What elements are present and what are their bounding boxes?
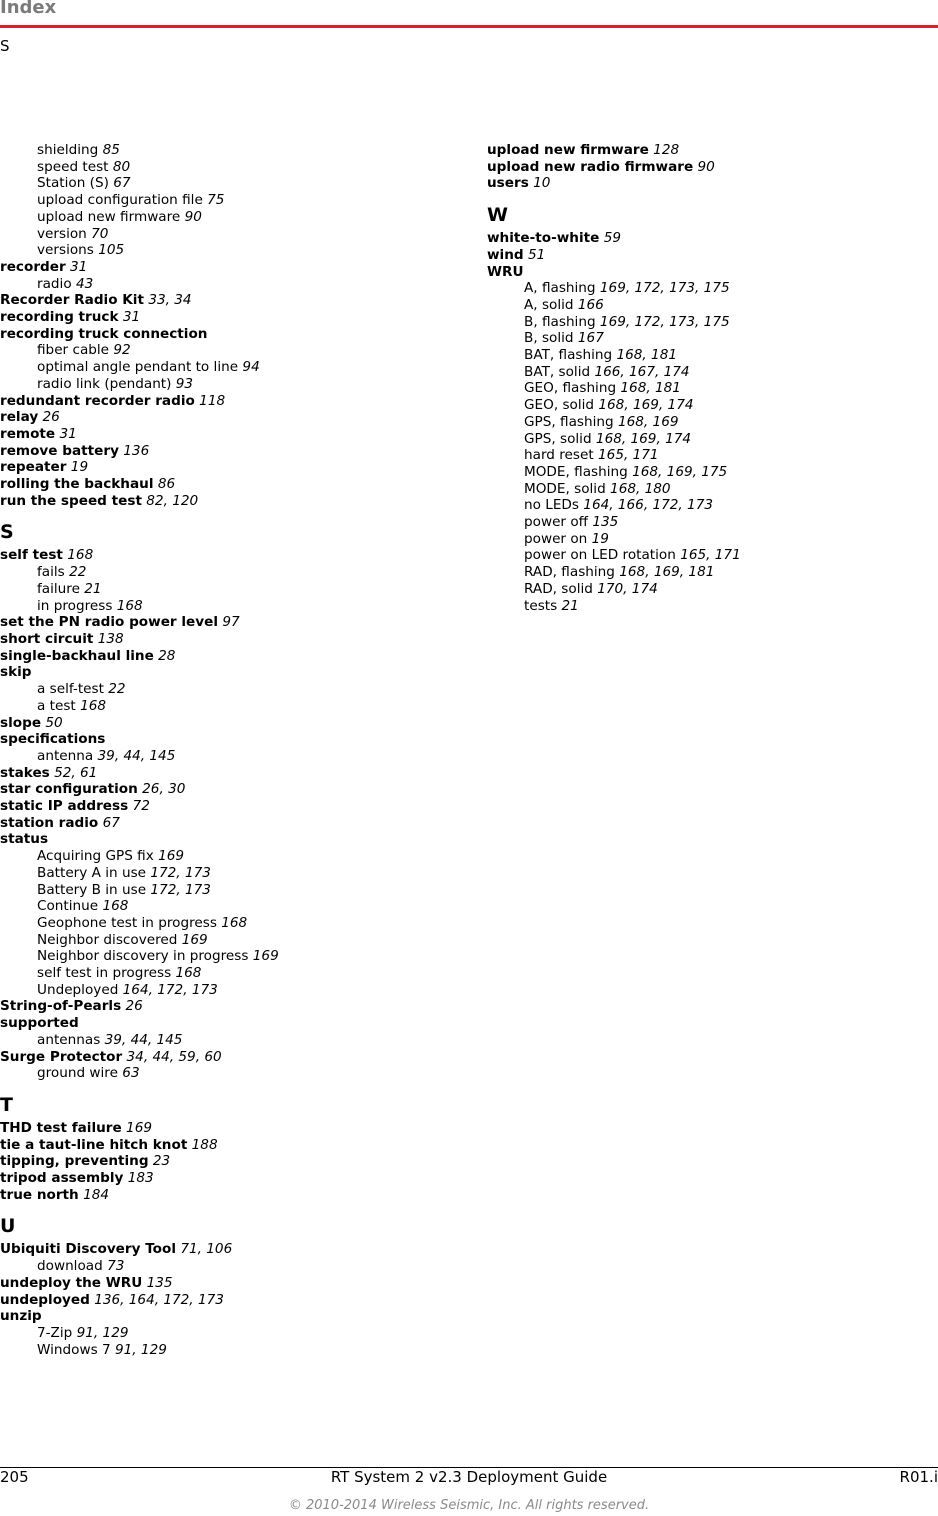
index-entry <box>0 731 440 748</box>
index-entry <box>0 631 440 648</box>
copyright-notice: © 2010-2014 Wireless Seismic, Inc. All rights reserved. <box>288 1498 650 1513</box>
index-page-refs[interactable]: 70 <box>91 225 109 242</box>
index-term: undeployed <box>0 1291 90 1308</box>
index-term: power on <box>524 530 588 547</box>
index-page-refs[interactable]: 165, 171 <box>598 447 659 464</box>
index-term: Ubiquiti Discovery Tool <box>0 1241 177 1258</box>
index-subentry <box>0 681 440 698</box>
index-page-refs[interactable]: 23 <box>152 1153 171 1170</box>
index-entry <box>0 547 440 564</box>
index-term: slope <box>0 714 42 731</box>
index-term: recording truck <box>0 309 119 326</box>
index-page-refs[interactable]: 168, 181 <box>620 380 681 397</box>
index-page-refs[interactable]: 10 <box>533 175 551 192</box>
index-entry <box>0 664 440 681</box>
index-page-refs[interactable]: 118 <box>199 392 226 409</box>
index-subentry <box>0 209 440 226</box>
index-page-refs[interactable]: 164, 172, 173 <box>122 981 218 998</box>
index-term: Neighbor discovery in progress <box>37 948 249 965</box>
index-page-refs[interactable]: 172, 173 <box>150 864 211 881</box>
index-page-refs[interactable]: 31 <box>70 258 88 275</box>
index-term: antennas <box>37 1031 101 1048</box>
index-subentry <box>487 347 937 364</box>
index-subentry <box>0 342 440 359</box>
index-subentry <box>0 882 440 899</box>
index-page-refs[interactable]: 167 <box>577 330 604 347</box>
index-term: wind <box>487 246 524 263</box>
index-subentry <box>0 226 440 243</box>
index-subentry <box>0 376 440 393</box>
index-page-refs[interactable]: 135 <box>592 514 619 531</box>
index-subentry <box>487 314 937 331</box>
index-page-refs[interactable]: 136 <box>123 442 150 459</box>
index-page-refs[interactable]: 31 <box>122 309 141 326</box>
index-page-refs[interactable]: 28 <box>158 647 176 664</box>
index-page-refs[interactable]: 50 <box>45 714 63 731</box>
index-subentry <box>487 564 937 581</box>
index-page-refs[interactable]: 168, 169, 174 <box>598 397 694 414</box>
index-page-refs[interactable]: 34, 44, 59, 60 <box>126 1048 222 1065</box>
index-entry <box>0 1241 440 1258</box>
index-page-refs[interactable]: 80 <box>112 158 131 175</box>
index-term: GEO, solid <box>524 397 595 414</box>
index-term: unzip <box>0 1308 42 1325</box>
index-entry <box>0 1137 440 1154</box>
index-page-refs[interactable]: 19 <box>70 459 89 476</box>
index-subentry <box>0 748 440 765</box>
index-page-refs[interactable]: 168 <box>80 697 107 714</box>
index-term: shielding <box>37 142 99 158</box>
index-subentry <box>487 581 937 598</box>
index-term: status <box>0 831 49 848</box>
index-entry <box>0 1170 440 1187</box>
index-page-refs[interactable]: 22 <box>69 564 87 581</box>
index-subentry <box>0 915 440 932</box>
index-page-refs[interactable]: 86 <box>157 476 176 493</box>
index-page-refs[interactable]: 63 <box>122 1065 140 1082</box>
index-subentry <box>487 280 937 297</box>
index-page-refs[interactable]: 168 <box>175 965 202 982</box>
index-subentry <box>0 581 440 598</box>
index-term: fiber cable <box>37 342 110 359</box>
index-term: set the PN radio power level <box>0 614 218 631</box>
index-term: ground wire <box>37 1065 118 1082</box>
index-entry <box>0 815 440 832</box>
index-term: MODE, flashing <box>524 463 628 480</box>
index-letter-heading: S <box>0 521 14 544</box>
index-term: Windows 7 <box>37 1341 111 1358</box>
index-term: self test <box>0 547 63 564</box>
index-term: BAT, flashing <box>524 347 613 364</box>
index-subentry <box>487 497 937 514</box>
index-subentry <box>487 514 937 531</box>
index-term: 7-Zip <box>37 1325 73 1341</box>
index-term: B, flashing <box>524 313 596 330</box>
index-term: skip <box>0 664 32 681</box>
index-subentry <box>0 1342 440 1359</box>
index-subentry <box>0 142 440 159</box>
index-page-refs[interactable]: 39, 44, 145 <box>104 1031 183 1048</box>
index-entry <box>0 1153 440 1170</box>
index-term: a self-test <box>37 681 104 698</box>
index-term: a test <box>37 697 76 714</box>
index-entry <box>487 159 937 176</box>
index-page-refs[interactable]: 166, 167, 174 <box>594 363 690 380</box>
index-page-refs[interactable]: 91, 129 <box>76 1325 129 1341</box>
index-subentry <box>0 848 440 865</box>
index-term: run the speed test <box>0 492 142 509</box>
index-term: hard reset <box>524 447 594 464</box>
index-page-refs[interactable]: 90 <box>697 158 715 175</box>
index-term: versions <box>37 242 94 259</box>
index-subentry <box>487 547 937 564</box>
index-entry <box>487 247 937 264</box>
index-term: GPS, flashing <box>524 413 614 430</box>
index-entry <box>0 326 440 343</box>
index-page-refs[interactable]: 94 <box>242 359 260 376</box>
index-entry <box>0 393 440 410</box>
index-term: upload configuration file <box>37 192 203 209</box>
index-term: single-backhaul line <box>0 647 154 664</box>
index-page-refs[interactable]: 19 <box>591 530 609 547</box>
index-subentry <box>487 431 937 448</box>
index-subentry <box>0 359 440 376</box>
index-subentry <box>487 531 937 548</box>
index-entry <box>0 409 440 426</box>
index-page-refs[interactable]: 164, 166, 172, 173 <box>583 497 714 514</box>
index-page-refs[interactable]: 169, 172, 173, 175 <box>599 313 730 330</box>
index-page-refs[interactable]: 31 <box>59 425 77 442</box>
index-subentry <box>487 397 937 414</box>
index-entry <box>0 1187 440 1204</box>
index-entry <box>0 1049 440 1066</box>
index-term: tests <box>524 597 558 614</box>
index-page-refs[interactable]: 92 <box>113 342 131 359</box>
index-page-refs[interactable]: 52, 61 <box>54 764 98 781</box>
index-page-refs[interactable]: 165, 171 <box>680 547 741 564</box>
index-term: A, flashing <box>524 280 596 297</box>
index-page-refs[interactable]: 172, 173 <box>150 881 211 898</box>
index-entry <box>0 831 440 848</box>
index-term: rolling the backhaul <box>0 476 154 493</box>
index-page-refs[interactable]: 168, 169, 175 <box>632 463 728 480</box>
index-term: tripod assembly <box>0 1170 124 1187</box>
index-term: recording truck connection <box>0 325 208 342</box>
index-term: power off <box>524 514 589 531</box>
index-subentry <box>487 297 937 314</box>
index-term: THD test failure <box>0 1119 122 1136</box>
index-page-refs[interactable]: 82, 120 <box>146 492 199 509</box>
index-page-refs[interactable]: 168 <box>67 547 94 564</box>
index-term: upload new firmware <box>37 208 181 225</box>
index-page-refs[interactable]: 93 <box>175 375 194 392</box>
index-term: MODE, solid <box>524 480 606 497</box>
index-page-refs[interactable]: 33, 34 <box>148 292 192 309</box>
index-term: true north <box>0 1186 79 1203</box>
index-page-refs[interactable]: 59 <box>603 230 621 247</box>
index-term: undeploy the WRU <box>0 1274 143 1291</box>
index-subentry <box>487 447 937 464</box>
index-term: relay <box>0 409 39 426</box>
index-page-refs[interactable]: 168, 169, 181 <box>619 564 715 581</box>
index-page-refs[interactable]: 168 <box>221 914 248 931</box>
index-letter-heading: T <box>0 1093 13 1116</box>
index-subentry <box>0 965 440 982</box>
index-subentry <box>487 464 937 481</box>
index-term: specifications <box>0 731 106 748</box>
index-term: radio <box>37 275 72 292</box>
index-page-refs[interactable]: 85 <box>102 142 120 158</box>
index-term: BAT, solid <box>524 363 591 380</box>
index-page-refs[interactable]: 183 <box>127 1170 154 1187</box>
index-term: no LEDs <box>524 497 579 514</box>
index-page-refs[interactable]: 169 <box>126 1119 152 1136</box>
index-entry <box>487 264 937 281</box>
index-term: self test in progress <box>37 965 172 982</box>
index-entry <box>0 493 440 510</box>
index-subentry <box>0 898 440 915</box>
index-term: star configuration <box>0 781 138 798</box>
index-page-refs[interactable]: 136, 164, 172, 173 <box>94 1291 224 1308</box>
index-page-refs[interactable]: 168, 169 <box>617 413 679 430</box>
page-title: Index <box>0 0 57 18</box>
revision-label: R01.i <box>899 1468 938 1486</box>
index-page-refs[interactable]: 135 <box>146 1274 173 1291</box>
index-entry <box>487 230 937 247</box>
index-term: failure <box>37 580 80 597</box>
index-term: upload new firmware <box>487 142 649 158</box>
index-entry <box>487 175 937 192</box>
index-page-refs[interactable]: 71, 106 <box>180 1241 233 1258</box>
index-page-refs[interactable]: 168, 169, 174 <box>595 430 692 447</box>
index-entry <box>0 715 440 732</box>
index-subentry <box>0 175 440 192</box>
index-term: Recorder Radio Kit <box>0 292 144 309</box>
index-term: redundant recorder radio <box>0 392 195 409</box>
index-entry <box>0 781 440 798</box>
index-page-refs[interactable]: 91, 129 <box>114 1341 167 1358</box>
index-subentry <box>0 192 440 209</box>
index-page-refs[interactable]: 26, 30 <box>142 781 186 798</box>
index-term: Undeployed <box>37 981 119 998</box>
index-page-refs[interactable]: 188 <box>191 1136 218 1153</box>
index-entry <box>0 259 440 276</box>
index-subentry <box>487 481 937 498</box>
index-term: Surge Protector <box>0 1048 123 1065</box>
index-term: tipping, preventing <box>0 1153 149 1170</box>
index-entry <box>0 1120 440 1137</box>
index-term: remove battery <box>0 442 119 459</box>
index-term: Geophone test in progress <box>37 914 217 931</box>
index-page-refs[interactable]: 169, 172, 173, 175 <box>599 280 730 297</box>
index-column-left <box>0 142 440 1358</box>
index-letter-heading: U <box>0 1215 16 1238</box>
index-entry <box>0 426 440 443</box>
index-page-refs[interactable]: 97 <box>222 614 240 631</box>
index-page-refs[interactable]: 67 <box>102 814 120 831</box>
index-page-refs[interactable]: 26 <box>125 998 143 1015</box>
index-page-refs[interactable]: 170, 174 <box>597 580 658 597</box>
index-page-refs[interactable]: 73 <box>107 1258 125 1275</box>
index-term: static IP address <box>0 798 129 815</box>
index-letter-heading: W <box>487 204 508 227</box>
index-entry <box>0 1308 440 1325</box>
index-term: speed test <box>37 158 109 175</box>
index-term: station radio <box>0 814 99 831</box>
index-term: recorder <box>0 258 66 275</box>
index-page-refs[interactable]: 51 <box>527 246 546 263</box>
index-term: A, solid <box>524 296 574 313</box>
index-subentry <box>0 564 440 581</box>
index-page-refs[interactable]: 21 <box>84 580 102 597</box>
index-entry <box>0 476 440 493</box>
index-subentry <box>0 698 440 715</box>
index-page-refs[interactable]: 168, 181 <box>616 347 678 364</box>
index-term: Acquiring GPS fix <box>37 848 154 865</box>
index-term: repeater <box>0 459 67 476</box>
index-term: WRU <box>487 263 524 280</box>
index-subentry <box>0 1032 440 1049</box>
header-divider <box>0 25 938 28</box>
index-term: GEO, flashing <box>524 380 617 397</box>
index-term: version <box>37 225 87 242</box>
index-page-refs[interactable]: 168 <box>102 898 129 915</box>
index-term: power on LED rotation <box>524 547 676 564</box>
index-term: String-of-Pearls <box>0 998 122 1015</box>
index-subentry <box>0 932 440 949</box>
index-page-refs[interactable]: 168, 180 <box>610 480 671 497</box>
index-subentry <box>0 276 440 293</box>
index-term: in progress <box>37 597 113 614</box>
index-page-refs[interactable]: 169 <box>252 948 279 965</box>
index-term: users <box>487 175 529 192</box>
index-term: download <box>37 1258 103 1275</box>
index-subentry <box>0 1325 440 1342</box>
index-term: white-to-white <box>487 230 600 247</box>
index-page-refs[interactable]: 90 <box>184 208 202 225</box>
index-page-refs[interactable]: 128 <box>653 142 680 158</box>
index-entry <box>0 614 440 631</box>
index-term: Continue <box>37 898 99 915</box>
index-term: RAD, solid <box>524 580 593 597</box>
index-subentry <box>487 380 937 397</box>
index-subentry <box>487 330 937 347</box>
index-term: optimal angle pendant to line <box>37 359 239 376</box>
index-entry <box>0 998 440 1015</box>
index-term: Battery A in use <box>37 864 147 881</box>
index-term: antenna <box>37 747 94 764</box>
index-term: upload new radio firmware <box>487 158 694 175</box>
index-page-refs[interactable]: 26 <box>42 409 60 426</box>
index-page-refs[interactable]: 166 <box>577 296 604 313</box>
index-entry <box>487 142 937 159</box>
index-page-refs[interactable]: 67 <box>113 175 131 192</box>
index-entry <box>0 648 440 665</box>
index-subentry <box>0 1258 440 1275</box>
index-entry <box>0 292 440 309</box>
index-subentry <box>0 865 440 882</box>
index-page-refs[interactable]: 39, 44, 145 <box>97 747 176 764</box>
index-entry <box>0 459 440 476</box>
index-entry <box>0 1292 440 1309</box>
index-term: stakes <box>0 764 50 781</box>
index-term: remote <box>0 425 56 442</box>
index-term: GPS, solid <box>524 430 592 447</box>
index-subentry <box>0 982 440 999</box>
index-term: B, solid <box>524 330 574 347</box>
index-subentry <box>487 414 937 431</box>
index-term: fails <box>37 564 65 581</box>
index-entry <box>0 1015 440 1032</box>
index-page-refs[interactable]: 72 <box>132 798 150 815</box>
index-page-refs[interactable]: 169 <box>158 848 185 865</box>
index-term: supported <box>0 1015 79 1032</box>
index-page-refs[interactable]: 169 <box>181 931 208 948</box>
index-subentry <box>0 598 440 615</box>
index-subentry <box>0 1065 440 1082</box>
index-term: Battery B in use <box>37 881 147 898</box>
index-column-right <box>487 142 937 614</box>
section-letter: S <box>0 37 10 55</box>
index-subentry <box>487 598 937 615</box>
index-page-refs[interactable]: 21 <box>561 597 579 614</box>
index-page-refs[interactable]: 22 <box>108 681 126 698</box>
index-subentry <box>0 159 440 176</box>
index-subentry <box>487 364 937 381</box>
index-term: tie a taut-line hitch knot <box>0 1136 188 1153</box>
index-page-refs[interactable]: 138 <box>97 630 124 647</box>
index-page-refs[interactable]: 43 <box>75 275 94 292</box>
index-term: short circuit <box>0 630 94 647</box>
page-number: 205 <box>0 1468 29 1486</box>
index-subentry <box>0 242 440 259</box>
index-page-refs[interactable]: 105 <box>98 242 125 259</box>
index-entry <box>0 765 440 782</box>
index-term: RAD, flashing <box>524 564 615 581</box>
index-subentry <box>0 948 440 965</box>
index-page-refs[interactable]: 184 <box>83 1186 110 1203</box>
index-entry <box>0 798 440 815</box>
index-term: Station (S) <box>37 175 109 192</box>
index-entry <box>0 1275 440 1292</box>
index-term: radio link (pendant) <box>37 375 172 392</box>
index-entry <box>0 443 440 460</box>
index-page-refs[interactable]: 75 <box>207 192 225 209</box>
guide-title: RT System 2 v2.3 Deployment Guide <box>330 1468 608 1486</box>
index-term: Neighbor discovered <box>37 931 178 948</box>
index-entry <box>0 309 440 326</box>
index-page-refs[interactable]: 168 <box>116 597 143 614</box>
